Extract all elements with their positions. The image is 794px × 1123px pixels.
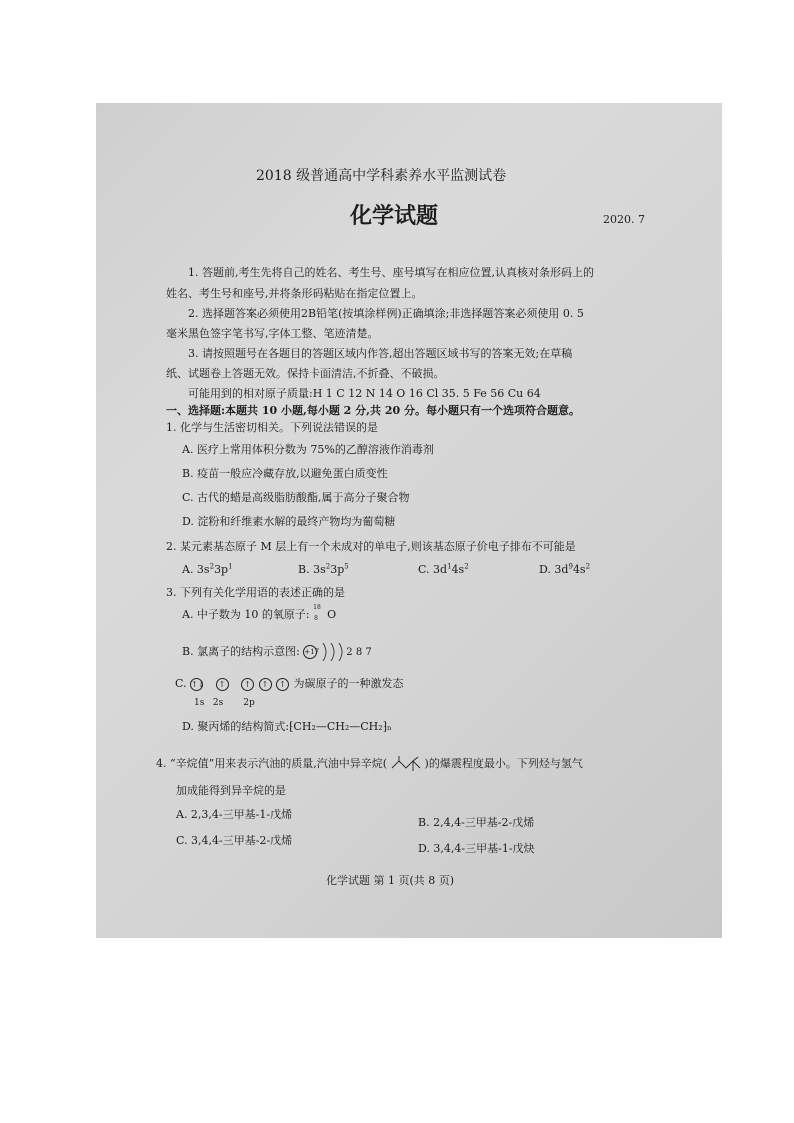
q1-option-c: C. 古代的蜡是高级脂肪酸酯,属于高分子聚合物 (182, 491, 410, 504)
orbital-labels: 1s 2s 2p (194, 698, 255, 708)
q3-option-a: A. 中子数为 10 的氧原子: 18 8 O (182, 604, 337, 622)
instruction-line: 纸、试题卷上答题无效。保持卡面清洁,不折叠、不破损。 (166, 367, 445, 380)
q2-option-b: B. $3s^23p^5$ (298, 562, 349, 576)
polypropylene-formula: ⁅CH₂—CH₂—CH₂⁆ₙ (289, 720, 392, 733)
subject-title: 化学试题 (350, 203, 439, 229)
shell-arcs-icon (321, 641, 343, 663)
q2-option-d: D. $3d^94s^2$ (539, 562, 591, 576)
orbital-1s: ↑↓ (191, 679, 205, 689)
q2-option-c: C. $3d^14s^2$ (418, 562, 469, 576)
orbital-2p-y: ↑ (259, 678, 272, 691)
q2-stem: 2. 某元素基态原子 M 层上有一个未成对的单电子,则该基态原子价电子排布不可能是 (166, 540, 576, 553)
instruction-line: 2. 选择题答案必须使用2B铅笔(按填涂样例)正确填涂;非选择题答案必须使用 0. 5 (188, 307, 584, 320)
oxygen-isotope-notation: 18 8 (313, 604, 321, 622)
instruction-line: 毫米黑色签字笔书写,字体工整、笔迹清楚。 (166, 327, 379, 340)
instruction-line: 姓名、考生号和座号,并将条形码粘贴在指定位置上。 (166, 287, 423, 300)
q4-option-a: A. 2,3,4-三甲基-1-戊烯 (176, 808, 293, 821)
instruction-line: 1. 答题前,考生先将自己的姓名、考生号、座号填写在相应位置,认真核对条形码上的 (188, 266, 594, 279)
atomic-mass-line: 可能用到的相对原子质量:H 1 C 12 N 14 O 16 Cl 35. 5 Fe 56 Cu 64 (188, 387, 541, 400)
q1-option-a: A. 医疗上常用体积分数为 75%的乙醇溶液作消毒剂 (182, 443, 434, 456)
q3-option-c: C. ↑↓ ↑ ↑ ↑ ↑ 为碳原子的一种激发态 (175, 677, 404, 690)
instruction-line: 3. 请按照题号在各题目的答题区域内作答,超出答题区域书写的答案无效;在草稿 (188, 347, 573, 360)
q1-stem: 1. 化学与生活密切相关。下列说法错误的是 (166, 421, 378, 434)
q1-option-d: D. 淀粉和纤维素水解的最终产物均为葡萄糖 (182, 515, 396, 528)
page-footer: 化学试题 第 1 页(共 8 页) (326, 874, 455, 887)
orbital-2p-z: ↑ (276, 678, 289, 691)
q1-option-b: B. 疫苗一般应冷藏存放,以避免蛋白质变性 (182, 467, 388, 480)
q4-stem: 4. “辛烷值”用来表示汽油的质量,汽油中异辛烷( )的爆震程度最小。下列烃与氢气 (156, 757, 583, 770)
q2-option-a: A. $3s^23p^1$ (182, 562, 233, 576)
q4-option-d: D. 3,4,4-三甲基-1-戊炔 (418, 842, 535, 855)
orbital-2s: ↑ (216, 678, 229, 691)
exam-photo (96, 103, 722, 938)
q4-stem-line2: 加成能得到异辛烷的是 (176, 784, 286, 797)
chloride-nucleus: +17 (303, 645, 317, 659)
q3-stem: 3. 下列有关化学用语的表述正确的是 (166, 586, 345, 599)
exam-title: 2018 级普通高中学科素养水平监测试卷 (256, 168, 507, 184)
section-heading: 一、选择题:本题共 10 小题,每小题 2 分,共 20 分。每小题只有一个选项符合题意。 (166, 404, 580, 417)
electron-shells: 2 8 7 (321, 645, 372, 658)
q4-option-b: B. 2,4,4-三甲基-2-戊烯 (418, 816, 535, 829)
q3-option-d: D. 聚丙烯的结构简式:⁅CH₂—CH₂—CH₂⁆ₙ (182, 720, 392, 733)
q3-option-b: B. 氯离子的结构示意图: +17 2 8 7 (182, 641, 372, 663)
q4-option-c: C. 3,4,4-三甲基-2-戊烯 (176, 834, 293, 847)
exam-date: 2020. 7 (603, 213, 645, 226)
isooctane-skeleton-icon (391, 756, 425, 772)
orbital-2p-x: ↑ (241, 678, 254, 691)
